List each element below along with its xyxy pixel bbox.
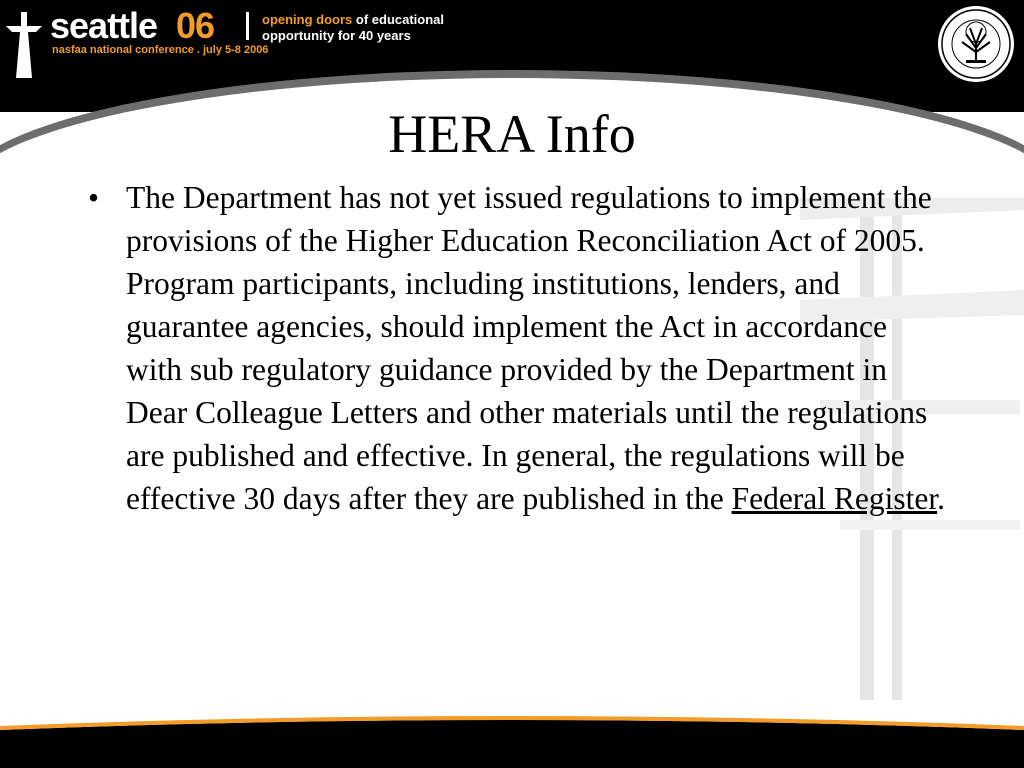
logo-wordmark: seattle	[50, 5, 158, 46]
bullet-end: .	[937, 481, 946, 516]
bullet-item	[88, 176, 948, 520]
slide-title: HERA Info	[388, 104, 636, 164]
logo-subtitle: nasfaa national conference . july 5-8 2006	[52, 44, 269, 56]
tagline-line-2: opportunity for 40 years	[262, 28, 411, 43]
bullet-glyph: •	[88, 180, 100, 215]
tagline-rest: of educational	[352, 12, 445, 27]
tagline-line-1	[262, 12, 444, 27]
federal-register-text: Federal Register	[731, 481, 938, 516]
bullet-text: The Department has not yet issued regulations to implement the provisions of the Higher Education Reconciliation Act of 2005. Program participants, including institutions, lenders, and guarantee agencies, should implement the Act in accordance with sub regulatory guidance provided by the Department in Dear Colleague Letters and other materials until the regulations are published and effective. In general, the regulations will be effective 30 days after they are published in the	[126, 180, 932, 516]
tagline-highlight: opening doors	[262, 12, 353, 27]
header-divider	[246, 12, 249, 40]
space-needle-icon	[4, 8, 44, 78]
slide-footer	[0, 712, 1024, 768]
slide-body	[88, 176, 948, 520]
department-seal-icon	[936, 4, 1016, 84]
logo-year: 06	[176, 5, 215, 46]
